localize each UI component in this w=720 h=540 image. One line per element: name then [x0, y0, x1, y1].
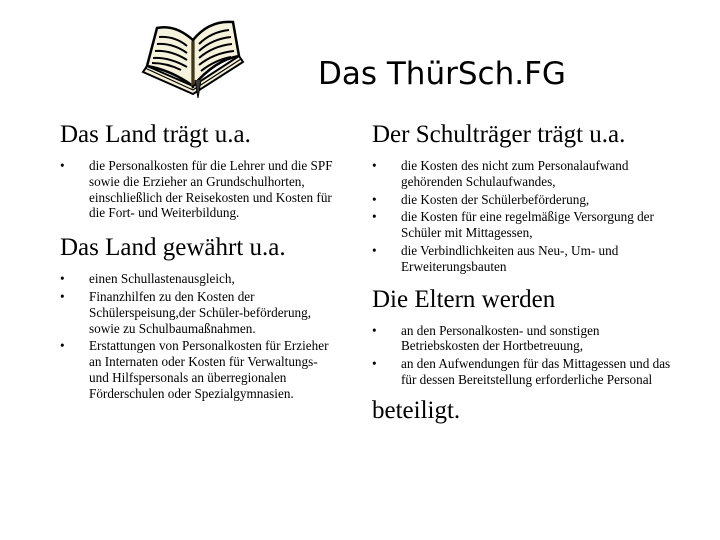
bullet: • — [60, 271, 65, 287]
bullet: • — [372, 322, 377, 338]
bullet: • — [60, 288, 65, 304]
page-title: Das ThürSch.FG — [318, 56, 566, 92]
list-item: • die Personalkosten für die Lehrer und die SPF sowie die Erzieher an Grundschulhorten, einschließlich der Reisekosten und Kosten für die Fort- und Weiterbildung. — [60, 158, 333, 221]
bullet: • — [372, 209, 377, 225]
bullet: • — [372, 356, 377, 372]
list-item: • die Verbindlichkeiten aus Neu-, Um- und Erweiterungsbauten — [372, 242, 619, 274]
heading-land-gewaehrt: Das Land gewährt u.a. — [60, 234, 286, 262]
heading-eltern: Die Eltern werden — [372, 285, 556, 313]
left-column — [60, 120, 340, 404]
list-item: • einen Schullastenausgleich, — [60, 271, 235, 287]
list-item: • Erstattungen von Personalkosten für Erzieher an Internaten oder Kosten für Verwaltungs- und Hilfspersonals an überregionalen Förderschulen oder Spezialgymnasien. — [60, 338, 329, 401]
bullet: • — [60, 338, 65, 354]
bullet: • — [372, 242, 377, 258]
list-land-traegt — [60, 158, 340, 221]
right-column — [372, 120, 672, 426]
list-eltern — [372, 323, 672, 388]
heading-schultraeger: Der Schulträger trägt u.a. — [372, 121, 626, 148]
heading-land-traegt: Das Land trägt u.a. — [60, 121, 251, 148]
list-item: • die Kosten der Schülerbeförderung, — [372, 191, 590, 207]
list-item: • an den Aufwendungen für das Mittagessen und das für dessen Bereitstellung erforderliche Personal — [372, 356, 671, 387]
list-item: • Finanzhilfen zu den Kosten der Schülerspeisung,der Schüler-beförderung, sowie zu Schulbaumaßnahmen. — [60, 288, 312, 336]
list-schultraeger — [372, 158, 672, 275]
bullet: • — [372, 191, 377, 207]
bullet: • — [60, 158, 65, 173]
list-item: • die Kosten für eine regelmäßige Versorgung der Schüler mit Mittagessen, — [372, 209, 654, 241]
list-item: • die Kosten des nicht zum Personalaufwand gehörenden Schulaufwandes, — [372, 158, 629, 189]
bullet: • — [372, 158, 377, 173]
list-land-gewaehrt — [60, 271, 340, 401]
open-book-icon — [135, 10, 250, 100]
closing-word: beteiligt. — [372, 396, 461, 424]
list-item: • an den Personalkosten- und sonstigen Betriebskosten der Hortbetreuung, — [372, 322, 600, 354]
